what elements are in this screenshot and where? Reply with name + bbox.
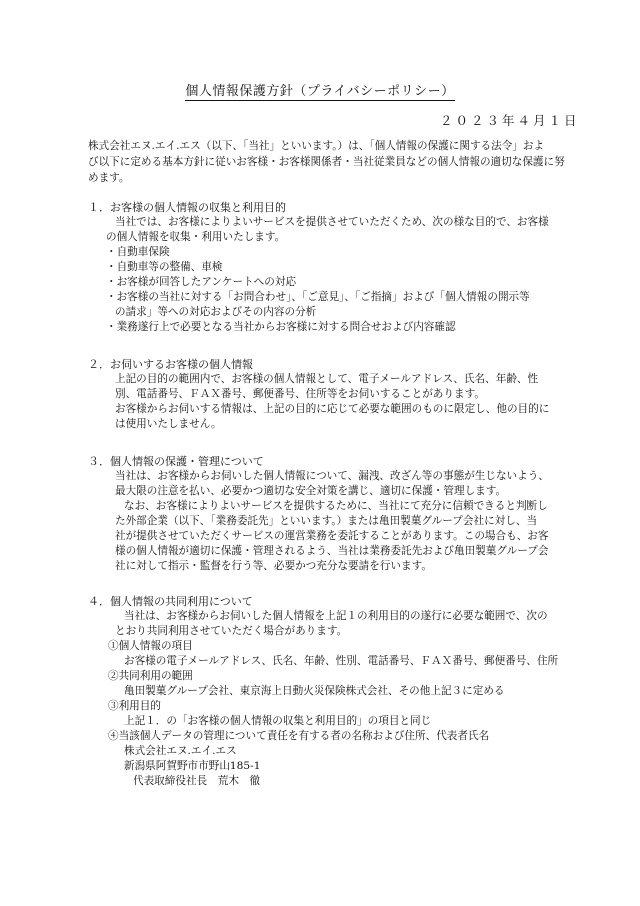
section-1-line: ・業務遂行上で必要となる当社からお客様に対する問合せおよび内容確認	[106, 321, 456, 333]
section-1-line: ・お客様が回答したアンケートへの対応	[106, 276, 297, 288]
section-2-line: は使用いたしません。	[115, 418, 222, 430]
section-1-heading: １．お客様の個人情報の収集と利用目的	[88, 201, 286, 214]
section-1-line: ・お客様の当社に対する「お問合わせ」、「ご意見」、「ご指摘」および「個人情報の開示等	[106, 291, 530, 303]
section-4-line: とおり共同利用させていただく場合があります。	[115, 625, 348, 637]
section-3-line: 様の個人情報が適切に保護・管理されるよう、当社は業務委託先および亀田製菓グループ会	[115, 545, 549, 557]
section-2-line: 上記の目的の範囲内で、お客様の個人情報として、電子メールアドレス、氏名、年齢、性	[115, 373, 539, 385]
section-3-line: 最大限の注意を払い、必要かつ適切な安全対策を講じ、適切に保護・管理します。	[115, 485, 507, 497]
section-3-line: 社に対して指示・監督を行う等、必要かつ充分な要請を行います。	[115, 560, 432, 572]
section-1-line: の請求」等への対応およびその内容の分析	[115, 306, 317, 318]
section-2-line: 別、電話番号、ＦＡＸ番号、郵便番号、住所等をお伺いすることがあります。	[115, 388, 485, 400]
document-date: ２０２３年４月１日	[440, 113, 580, 128]
section-1-line: ・自動車等の整備、車検	[106, 261, 223, 273]
section-4-line: お客様の電子メールアドレス、氏名、年齢、性別、電話番号、ＦＡＸ番号、郵便番号、住所	[124, 655, 559, 667]
section-1-line: ・自動車保険	[106, 246, 170, 258]
section-4-item-heading: ④当該個人データの管理について責任を有する者の名称および住所、代表者氏名	[108, 730, 490, 742]
section-1-line: の個人情報を収集・利用いたします。	[106, 231, 286, 243]
section-3-line: なお、お客様によりよいサービスを提供するために、当社にて充分に信頼できると判断し	[124, 500, 548, 512]
section-3-line: た外部企業（以下、「業務委託先」といいます。）または亀田製菓グループ会社に対し、当	[115, 515, 538, 527]
section-2-line: お客様からお伺いする情報は、上記の目的に応じて必要な範囲のものに限定し、他の目的に	[115, 403, 550, 415]
representative-name: 代表取締役社長 荒木 徹	[133, 775, 261, 787]
document-title-text: 個人情報保護方針（プライバシーポリシー）	[185, 84, 455, 99]
company-address: 新潟県阿賀野市市野山185-1	[124, 760, 261, 772]
section-3-line: 社が提供させていただくサービスの運営業務を委託することがあります。この場合も、お客	[115, 530, 549, 542]
section-4-item-heading: ①個人情報の項目	[108, 640, 193, 652]
document-title	[0, 80, 640, 99]
section-4-line: 上記１．の「お客様の個人情報の収集と利用目的」の項目と同じ	[124, 715, 432, 727]
intro-line: び以下に定める基本方針に従いお客様・お客様関係者・当社従業員などの個人情報の適切な保護に努	[88, 156, 565, 168]
section-4-line: 亀田製菓グループ会社、東京海上日動火災保険株式会社、その他上記３に定める	[124, 685, 505, 697]
section-4-heading: ４．個人情報の共同利用について	[88, 595, 253, 608]
section-4-item-heading: ②共同利用の範囲	[108, 670, 193, 682]
section-2-heading: ２．お伺いするお客様の個人情報	[88, 358, 253, 371]
section-1-line: 当社では、お客様によりよいサービスを提供させていただくため、次の様な目的で、お客様	[115, 216, 549, 228]
intro-line: めます。	[88, 172, 130, 184]
intro-line: 株式会社エヌ.エイ.エス（以下、「当社」といいます。）は、「個人情報の保護に関する法令」およ	[88, 140, 545, 152]
section-3-line: 当社は、お客様からお伺いした個人情報について、漏洩、改ざん等の事態が生じないよう、	[115, 470, 549, 482]
section-4-line: 当社は、お客様からお伺いした個人情報を上記１の利用目的の遂行に必要な範囲で、次の	[124, 610, 548, 622]
company-name: 株式会社エヌ.エイ.エス	[124, 745, 237, 757]
section-3-heading: ３．個人情報の保護・管理について	[88, 455, 264, 468]
section-4-item-heading: ③利用目的	[108, 700, 161, 712]
